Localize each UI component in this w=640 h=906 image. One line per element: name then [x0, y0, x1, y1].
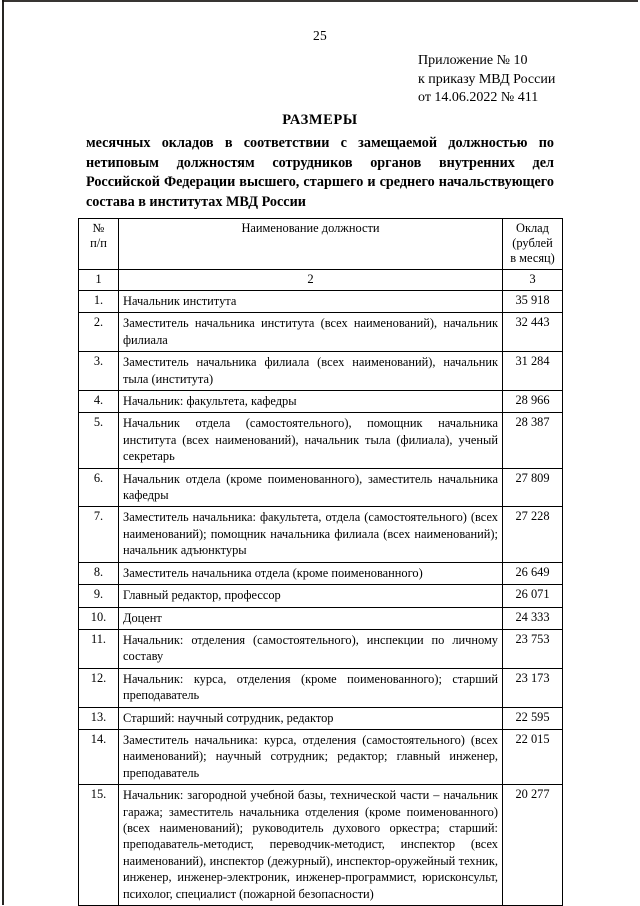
row-position-name: Начальник: загородной учебной базы, технической части – начальник гаража; заместитель начальника отделения (кроме поименованного) (всех наименований); руководитель духового оркестра; старший: преподаватель-методист, переводчик-методист, инспектор (всех наименований), инспектор (дежурный), инспектор-оружейный техник, инженер, инженер-электроник, инженер-программист, юрисконсульт, психолог, специалист (пожарной безопасности) — [119, 785, 503, 906]
row-number: 8. — [79, 562, 119, 584]
row-number: 6. — [79, 468, 119, 507]
row-position-name: Начальник института — [119, 291, 503, 313]
row-position-name: Начальник отдела (самостоятельного), помощник начальника института (всех наименований), начальник тыла (филиала), ученый секретарь — [119, 413, 503, 468]
salary-table — [78, 218, 563, 906]
table-column-number-row — [79, 270, 563, 291]
table-row — [79, 629, 563, 668]
row-number: 7. — [79, 507, 119, 562]
document-subtitle: месячных окладов в соответствии с замещаемой должностью по нетиповым должностям сотрудников органов внутренних дел Российской Федерации высшего, старшего и среднего начальствующего состава в институтах МВД России — [86, 135, 554, 210]
row-salary: 27 228 — [503, 507, 563, 562]
column-header-salary-line1: Оклад — [516, 221, 549, 235]
row-number: 12. — [79, 668, 119, 707]
salary-table-body — [79, 291, 563, 906]
row-number: 4. — [79, 391, 119, 413]
table-header-row — [79, 219, 563, 270]
row-position-name: Заместитель начальника филиала (всех наименований), начальник тыла (института) — [119, 352, 503, 391]
row-salary: 35 918 — [503, 291, 563, 313]
table-row — [79, 507, 563, 562]
row-salary: 20 277 — [503, 785, 563, 906]
row-salary: 31 284 — [503, 352, 563, 391]
row-position-name: Заместитель начальника института (всех наименований), начальник филиала — [119, 313, 503, 352]
row-position-name: Заместитель начальника отдела (кроме поименованного) — [119, 562, 503, 584]
column-index-name: 2 — [119, 270, 503, 291]
row-salary: 28 387 — [503, 413, 563, 468]
row-number: 11. — [79, 629, 119, 668]
row-position-name: Заместитель начальника: курса, отделения (самостоятельного) (всех наименований); научный сотрудник; редактор; главный инженер, преподаватель — [119, 729, 503, 784]
row-position-name: Старший: научный сотрудник, редактор — [119, 707, 503, 729]
row-salary: 26 071 — [503, 585, 563, 607]
table-row — [79, 291, 563, 313]
table-row — [79, 313, 563, 352]
row-salary: 22 015 — [503, 729, 563, 784]
row-position-name: Доцент — [119, 607, 503, 629]
column-header-number — [79, 219, 119, 270]
table-row — [79, 585, 563, 607]
appendix-reference — [418, 52, 618, 108]
row-position-name: Главный редактор, профессор — [119, 585, 503, 607]
table-row — [79, 468, 563, 507]
appendix-line-3: от 14.06.2022 № 411 — [418, 90, 539, 105]
row-number: 3. — [79, 352, 119, 391]
column-header-number-line1: № — [92, 221, 105, 235]
page-number: 25 — [313, 28, 327, 43]
row-salary: 27 809 — [503, 468, 563, 507]
row-position-name: Начальник: факультета, кафедры — [119, 391, 503, 413]
row-salary: 32 443 — [503, 313, 563, 352]
row-number: 14. — [79, 729, 119, 784]
table-row — [79, 607, 563, 629]
row-salary: 26 649 — [503, 562, 563, 584]
row-number: 9. — [79, 585, 119, 607]
table-row — [79, 785, 563, 906]
row-salary: 24 333 — [503, 607, 563, 629]
column-header-salary-line2: (рублей — [512, 236, 553, 250]
row-position-name: Начальник: курса, отделения (кроме поименованного); старший преподаватель — [119, 668, 503, 707]
row-salary: 22 595 — [503, 707, 563, 729]
row-position-name: Начальник: отделения (самостоятельного), инспекции по личному составу — [119, 629, 503, 668]
row-number: 10. — [79, 607, 119, 629]
row-salary: 23 753 — [503, 629, 563, 668]
column-index-number: 1 — [79, 270, 119, 291]
appendix-line-1: Приложение № 10 — [418, 53, 528, 68]
table-row — [79, 729, 563, 784]
row-number: 15. — [79, 785, 119, 906]
row-salary: 23 173 — [503, 668, 563, 707]
row-number: 1. — [79, 291, 119, 313]
row-number: 2. — [79, 313, 119, 352]
row-number: 5. — [79, 413, 119, 468]
row-position-name: Заместитель начальника: факультета, отдела (самостоятельного) (всех наименований); помощник начальника филиала (всех наименований); начальник адъюнктуры — [119, 507, 503, 562]
column-header-number-line2: п/п — [90, 236, 107, 250]
column-header-salary-line3: в месяц) — [510, 251, 555, 265]
table-row — [79, 562, 563, 584]
table-row — [79, 413, 563, 468]
table-row — [79, 352, 563, 391]
column-index-pay: 3 — [503, 270, 563, 291]
document-title: РАЗМЕРЫ — [282, 112, 358, 128]
table-row — [79, 707, 563, 729]
row-position-name: Начальник отдела (кроме поименованного), заместитель начальника кафедры — [119, 468, 503, 507]
column-header-position-name: Наименование должности — [119, 219, 503, 270]
appendix-line-2: к приказу МВД России — [418, 71, 556, 87]
row-number: 13. — [79, 707, 119, 729]
table-row — [79, 391, 563, 413]
table-row — [79, 668, 563, 707]
row-salary: 28 966 — [503, 391, 563, 413]
column-header-salary — [503, 219, 563, 270]
